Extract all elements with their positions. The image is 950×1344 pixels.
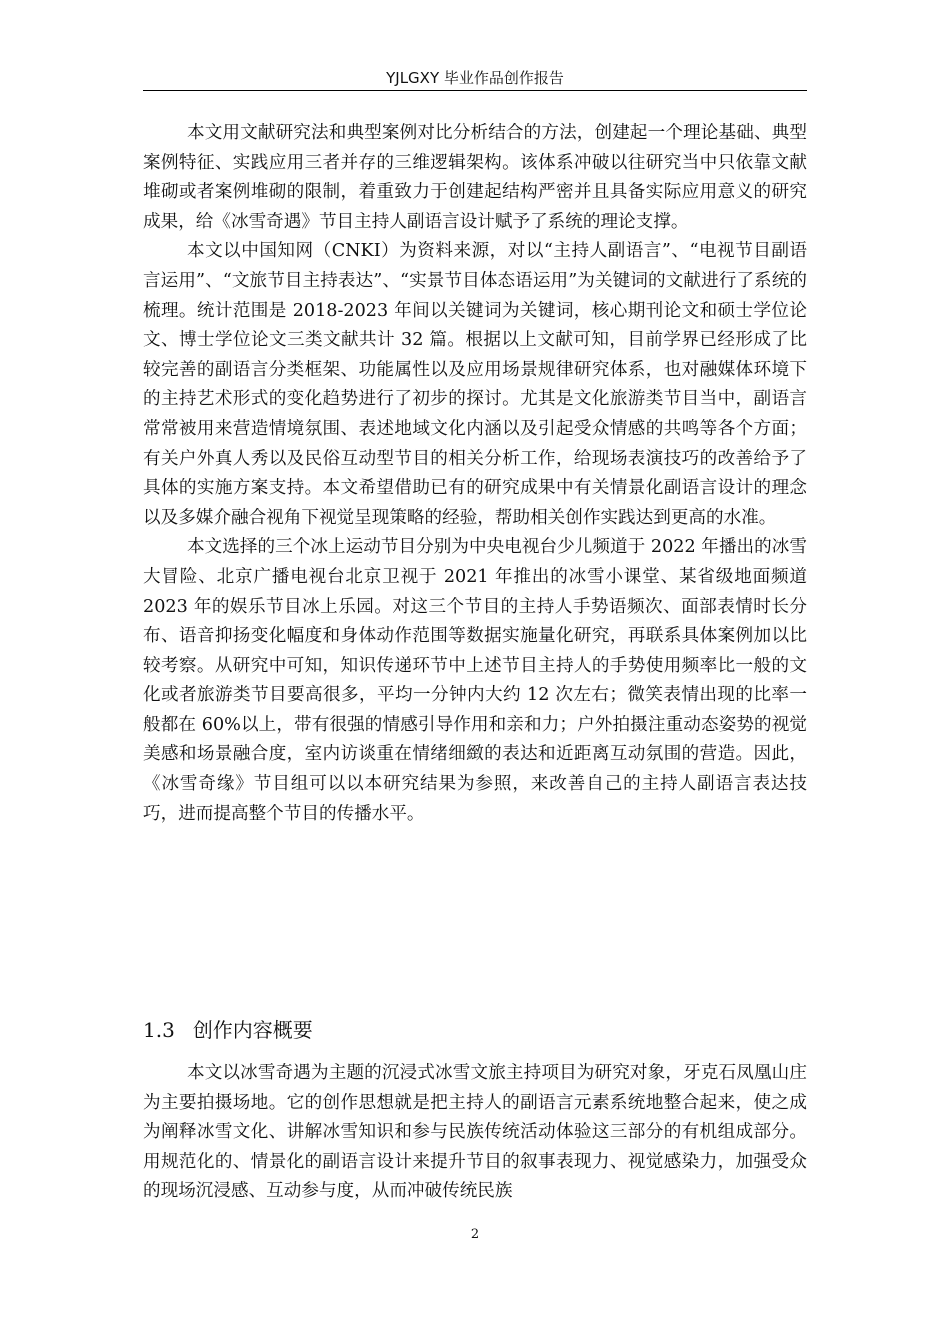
body-section-overview xyxy=(143,1059,807,1207)
page-number: 2 xyxy=(470,1227,480,1242)
body-section-intro xyxy=(143,119,807,829)
running-header: YJLGXY 毕业作品创作报告 xyxy=(386,69,564,87)
section-heading xyxy=(143,1016,313,1044)
header-divider xyxy=(143,90,807,91)
paragraph-case-analysis: 本文选择的三个冰上运动节目分别为中央电视台少儿频道于 2022 年播出的冰雪大冒险、北京广播电视台北京卫视于 2021 年推出的冰雪小课堂、某省级地面频道 2023 年的娱乐节目冰上乐园。对这三个节目的主持人手势语频次、面部表情时长分布、语音抑扬变化幅度和身体动作范围等数据实施量化研究，再联系具体案例加以比较考察。从研究中可知，知识传递环节中上述节目主持人的手势使用频率比一般的文化或者旅游类节目要高很多，平均一分钟内大约 12 次左右；微笑表情出现的比率一般都在 60%以上，带有很强的情感引导作用和亲和力；户外拍摄注重动态姿势的视觉美感和场景融合度，室内访谈重在情绪细緻的表达和近距离互动氛围的营造。因此，《冰雪奇缘》节目组可以以本研究结果为参照，来改善自己的主持人副语言表达技巧，进而提高整个节目的传播水平。 xyxy=(143,537,807,824)
paragraph-literature-review: 本文以中国知网（CNKI）为资料来源，对以“主持人副语言”、“电视节目副语言运用”、“文旅节目主持表达”、“实景节目体态语运用”为关键词的文献进行了系统的梳理。统计范围是 2018-2023 年间以关键词为关键词，核心期刊论文和硕士学位论文、博士学位论文三类文献共计 32 篇。根据以上文献可知，目前学界已经形成了比较完善的副语言分类框架、功能属性以及应用场景规律研究体系，也对融媒体环境下的主持艺术形式的变化趋势进行了初步的探讨。尤其是文化旅游类节目当中，副语言常常被用来营造情境氛围、表述地域文化内涵以及引起受众情感的共鸣等各个方面；有关户外真人秀以及民俗互动型节目的相关分析工作，给现场表演技巧的改善给予了具体的实施方案支持。本文希望借助已有的研究成果中有关情景化副语言设计的理念以及多媒介融合视角下视觉呈现策略的经验，帮助相关创作实践达到更高的水准。 xyxy=(143,241,807,528)
paragraph-content-overview: 本文以冰雪奇遇为主题的沉浸式冰雪文旅主持项目为研究对象，牙克石凤凰山庄为主要拍摄场地。它的创作思想就是把主持人的副语言元素系统地整合起来，使之成为阐释冰雪文化、讲解冰雪知识和参与民族传统活动体验这三部分的有机组成部分。用规范化的、情景化的副语言设计来提升节目的叙事表现力、视觉感染力，加强受众的现场沉浸感、互动参与度，从而冲破传统民族 xyxy=(143,1063,807,1202)
section-title: 创作内容概要 xyxy=(192,1018,313,1042)
section-number: 1.3 xyxy=(143,1018,175,1042)
paragraph-methodology: 本文用文献研究法和典型案例对比分析结合的方法，创建起一个理论基础、典型案例特征、实践应用三者并存的三维逻辑架构。该体系冲破以往研究当中只依靠文献堆砌或者案例堆砌的限制，着重致力于创建起结构严密并且具备实际应用意义的研究成果，给《冰雪奇遇》节目主持人副语言设计赋予了系统的理论支撑。 xyxy=(143,123,807,232)
